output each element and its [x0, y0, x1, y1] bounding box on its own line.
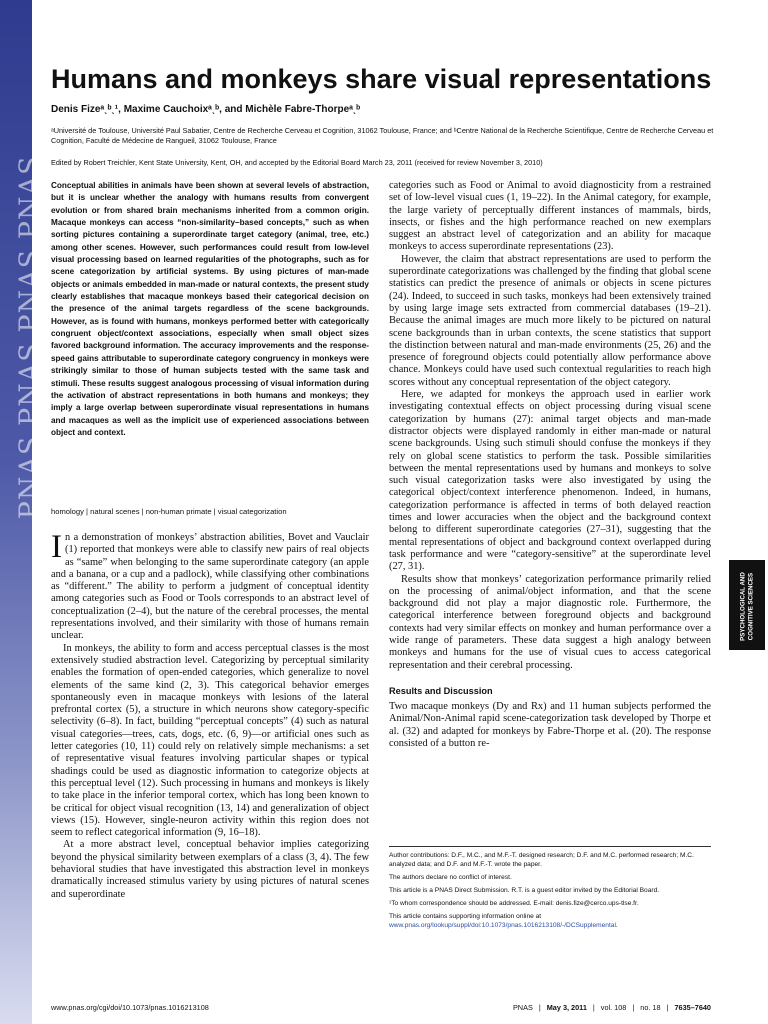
- keywords: homology | natural scenes | non-human primate | visual categorization: [51, 507, 287, 516]
- footnotes: [389, 846, 711, 934]
- journal-band-text: PNAS PNAS PNAS PNAS: [14, 155, 46, 520]
- body-column-left: [51, 529, 369, 901]
- section-tag: [729, 560, 765, 650]
- supporting-info-link[interactable]: www.pnas.org/lookup/suppl/doi:10.1073/pnas.1016213108/-/DCSupplemental: [389, 922, 616, 929]
- body-paragraph: [51, 529, 369, 643]
- footer-pages: 7635–7640: [674, 1003, 711, 1012]
- body-paragraph: Here, we adapted for monkeys the approach used in earlier work investigating contextual effects on object processing during visual scene categorization by humans (27): animal target objects and man-made distractor objects were displayed randomly in either man-made or natural scene backgrounds. Using such stimuli should confuse the monkeys if they rely on global scene statistics to perform the task. Possible similarities between the mental representations used by humans and monkeys to solve such visual categorization tasks were also investigated by using the categorical object/context interference phenomenon. Indeed, in humans, categorization performance is affected in terms of both delayed reaction times and lower accuracies when the object and the background context belong to different superordinate categories (27–31), suggesting that the mental representations of object and background context overlapped during task performance and were “category-sensitive” at the superordinate level (27, 31).: [389, 389, 711, 573]
- footnote-conflict: The authors declare no conflict of interest.: [389, 874, 512, 881]
- footnote-text: This article contains supporting information online at: [389, 913, 542, 920]
- doi-url[interactable]: www.pnas.org/cgi/doi/10.1073/pnas.1016213108: [51, 1003, 209, 1012]
- footer-journal: PNAS: [512, 1003, 533, 1012]
- footnote-supporting-info: [389, 912, 711, 930]
- footnote-contributions: Author contributions: D.F., M.C., and M.F.-T. designed research; D.F. and M.C. performed research; M.C. analyzed data; and D.F. and M.F.-T. wrote the paper.: [389, 852, 694, 868]
- footer-date: May 3, 2011: [546, 1003, 587, 1012]
- body-paragraph: Two macaque monkeys (Dy and Rx) and 11 human subjects performed the Animal/Non-Animal rapid scene-categorization task developed by Thorpe et al. (32) and adapted for monkeys by Fabre-Thorpe et al. (20). The response consisted of a button re-: [389, 701, 711, 750]
- footer-volume: vol. 108: [600, 1003, 627, 1012]
- journal-side-band: [0, 0, 46, 1024]
- article-title: Humans and monkeys share visual representations: [51, 64, 712, 94]
- body-paragraph: However, the claim that abstract representations are used to perform the superordinate categorizations was challenged by the finding that global scene statistics can predict the presence of animals or objects in scene pictures (24). Indeed, to succeed in such tasks, monkeys had been extensively trained by using large image sets extracted from commercial databases (19–21). Because the animal images are much more likely to be pictured on natural scene backgrounds than in urban contexts, the scene statistics that support the distinction between natural and man-made environments (25, 26) and the presence of foreground objects could potentially allow performance above chance. Monkeys could have used such contextual regularities to reach high scores without any conceptual representation of the object category.: [389, 253, 711, 388]
- footnote-correspondence: ¹To whom correspondence should be addressed. E-mail: denis.fize@cerco.ups-tlse.fr.: [389, 900, 639, 907]
- body-paragraph: In monkeys, the ability to form and access perceptual classes is the most extensively studied abstraction level. Categorizing by perceptual similarity enables the formation of open-ended categories, which generalize to novel elements of the same kind (2, 3). This categorical behavior emerges spontaneously even in macaque monkeys with lesions of the lateral prefrontal cortex (5), a structure in which neurons show category-specific selectivity (6–8). In fact, building “perceptual concepts” (4) such as natural visual categories—trees, cats, dogs, etc. (6, 9)—or artificial ones such as letter categories (10, 11) could rely on relatively simple mechanisms: a set of representative visual features involving particular shapes or typical shadings could be used as diagnostic information to categorize objects at this perceptual level (12). Such processing in humans and monkeys is likely to take place in the inferior temporal cortex, which has long been known to be critical for object visual recognition (13, 14) and generalization of object views (15). However, single-neuron activity within this region does not seem to reflect categorical information (9, 16–18).: [51, 642, 369, 839]
- footnote-text: .: [615, 922, 618, 929]
- affiliations: ᵃUniversité de Toulouse, Université Paul Sabatier, Centre de Recherche Cerveau et Cognition, 31062 Toulouse, France; and ᵇCentre National de la Recherche Scientifique, Centre de Recherche Cerveau et Cognition, Faculté de Médecine de Rangueil, 31062 Toulouse, France: [51, 126, 714, 145]
- body-paragraph: categories such as Food or Animal to avoid diagnosticity from a restrained set of low-level visual cues (1, 19–22). In the Animal category, for example, the large variety of perceptually different instances of mammals, birds, insects, or fishes and the high performance reached on new exemplars suggest an abstract level of categorization and an ability for macaque monkeys to access superordinate representations (23).: [389, 180, 711, 253]
- body-paragraph: At a more abstract level, conceptual behavior implies categorizing beyond the physical similarity between exemplars of a class (3, 4). The few behavioral studies that have investigated this abstraction level in monkeys dramatically increased stimulus variety by using pictures of natural scenes and superordinate: [51, 839, 369, 900]
- abstract: Conceptual abilities in animals have been shown at several levels of abstraction, but it is unclear whether the analogy with humans results from convergent evolution or from shared brain mechanisms inherited from a common origin. Macaque monkeys can access “non-similarity–based concepts,” such as when sorting pictures containing a superordinate target category (animal, tree, etc.) among other scenes. However, such performances could result from low-level visual processing based on learned regularities of the photographs, such as for scene categorization by artificial systems. By using pictures of man-made objects or animals embedded in man-made or natural contexts, the present study clearly establishes that macaque monkeys based their categorical decision on the presence of the animal targets regardless of the scene backgrounds. However, as is found with humans, monkeys performed better with categorically congruent object/context associations, especially when small object sizes favored background information. The accuracy improvements and the response-speed gains attributable to superordinate category congruency in monkeys were strikingly similar to those of human subjects tested with the same task and stimuli. These results suggest analogous processing of visual information during the activation of abstract representations in both humans and monkeys; they imply a large overlap between superordinate visual representations in humans and macaques as well as the implicit use of experienced associations between object and context.: [51, 181, 369, 437]
- section-tag-label: PSYCHOLOGICAL AND COGNITIVE SCIENCES: [739, 572, 754, 641]
- footnote-direct-submission: This article is a PNAS Direct Submission. R.T. is a guest editor invited by the Editorial Board.: [389, 887, 660, 894]
- editor-note: Edited by Robert Treichler, Kent State University, Kent, OH, and accepted by the Editorial Board March 23, 2011 (received for review November 3, 2010): [51, 158, 543, 167]
- author-list: Denis Fizeᵃˎᵇˎ¹, Maxime Cauchoixᵃˎᵇ, and Michèle Fabre-Thorpeᵃˎᵇ: [51, 104, 361, 115]
- footer-issue: no. 18: [640, 1003, 661, 1012]
- section-heading: Results and Discussion: [389, 685, 493, 696]
- drop-cap: I: [51, 529, 62, 565]
- paragraph-text: n a demonstration of monkeys’ abstraction abilities, Bovet and Vauclair (1) reported that monkeys were able to classify new pairs of real objects as “same” when belonging to the same superordinate category (an apple and a banana, or a cup and a padlock), while classifying other combinations as “different.” The ability to perform a judgment of conceptual identity among categories such as Food or Tools corresponds to an abstract level of conceptualization (2–4), but the nature of the cerebral processes, the mental representations involved, and their similarity with those of humans remain unclear.: [51, 532, 369, 642]
- body-paragraph: Results show that monkeys’ categorization performance primarily relied on the processing of animal/object information, and that the scene background did not play a major diagnostic role. Furthermore, the categorical interference between foreground objects and background contexts had very similar effects on monkey and human performance over a wide range of parameters. These data suggest a high analogy between monkeys and humans for the use of visual cues to access categorical representation and their cerebral processing.: [389, 573, 711, 671]
- body-column-right: [389, 180, 711, 750]
- page-footer: PNAS | May 3, 2011 | vol. 108 | no. 18 | 7635–7640: [512, 1003, 711, 1012]
